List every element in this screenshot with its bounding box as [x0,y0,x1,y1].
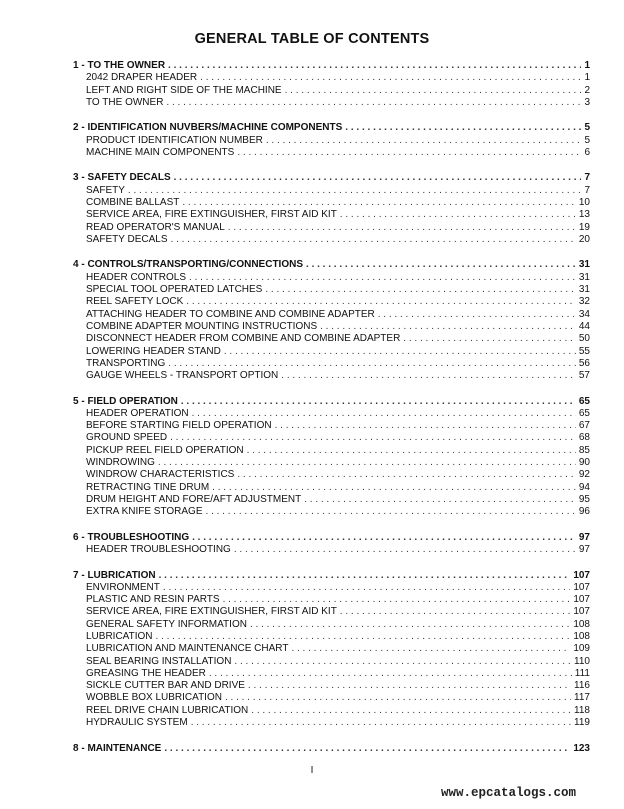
toc-entry[interactable] [73,309,590,321]
section-heading[interactable] [73,259,590,271]
dot-leader [340,606,571,618]
toc-entry[interactable] [73,420,590,432]
toc-entry-label: REEL DRIVE CHAIN LUBRICATION [86,704,249,716]
toc-entry-page-number: 92 [578,469,590,481]
toc-entry-label: EXTRA KNIFE STORAGE [86,506,203,518]
dot-leader [158,457,576,469]
toc-entry-page-number: 110 [574,655,590,667]
section-heading-label: 4 - CONTROLS/TRANSPORTING/CONNECTIONS [73,259,304,271]
section-heading-label: 6 - TROUBLESHOOTING [73,531,190,543]
toc-section [73,396,590,519]
dot-leader [192,532,576,544]
toc-entry-label: DRUM HEIGHT AND FORE/AFT ADJUSTMENT [86,493,302,505]
dot-leader [171,234,576,246]
dot-leader [168,358,576,370]
toc-entry-page-number: 13 [578,209,590,221]
dot-leader [247,445,576,457]
toc-entry[interactable] [73,506,590,518]
dot-leader [186,296,576,308]
toc-entry-label: MACHINE MAIN COMPONENTS [86,146,235,158]
toc-entry-label: PRODUCT IDENTIFICATION NUMBER [86,134,263,146]
dot-leader [156,631,571,643]
toc-entry-page-number: 85 [578,444,590,456]
table-of-contents [73,60,590,768]
toc-entry-label: GREASING THE HEADER [86,667,206,679]
dot-leader [159,570,571,582]
dot-leader [200,72,581,84]
toc-entry-label: LUBRICATION AND MAINTENANCE CHART [86,643,289,655]
section-heading-page-number: 123 [573,742,590,754]
toc-entry-label: COMBINE BALLAST [86,197,180,209]
dot-leader [174,172,582,184]
dot-leader [251,705,571,717]
dot-leader [223,594,571,606]
section-heading[interactable] [73,396,590,408]
dot-leader [228,222,576,234]
dot-leader [189,272,576,284]
toc-entry-page-number: 109 [573,643,590,655]
toc-entry-page-number: 7 [584,184,590,196]
dot-leader [248,680,571,692]
dot-leader [209,668,572,680]
dot-leader [181,396,576,408]
toc-entry-page-number: 117 [574,692,590,704]
toc-entry-page-number: 6 [584,146,590,158]
toc-entry[interactable] [73,85,590,97]
toc-entry[interactable] [73,346,590,358]
toc-entry-page-number: 10 [578,197,590,209]
toc-entry[interactable] [73,135,590,147]
dot-leader [163,582,570,594]
section-heading-page-number: 107 [573,569,590,581]
toc-entry-label: WINDROWING [86,457,155,469]
toc-entry-label: REEL SAFETY LOCK [86,296,184,308]
dot-leader [275,420,576,432]
toc-entry[interactable] [73,606,590,618]
dot-leader [304,494,576,506]
toc-entry-page-number: 107 [573,594,590,606]
toc-entry-page-number: 19 [578,221,590,233]
toc-entry[interactable] [73,680,590,692]
toc-entry[interactable] [73,656,590,668]
toc-entry-label: LEFT AND RIGHT SIDE OF THE MACHINE [86,84,282,96]
toc-entry-page-number: 67 [578,420,590,432]
toc-entry[interactable] [73,358,590,370]
dot-leader [378,309,576,321]
toc-entry-page-number: 31 [578,271,590,283]
toc-entry[interactable] [73,296,590,308]
toc-section [73,743,590,755]
toc-entry[interactable] [73,209,590,221]
section-heading-page-number: 31 [578,259,590,271]
toc-entry[interactable] [73,185,590,197]
toc-entry-page-number: 116 [574,680,590,692]
toc-entry-label: BEFORE STARTING FIELD OPERATION [86,420,272,432]
toc-entry[interactable] [73,234,590,246]
toc-entry-label: SPECIAL TOOL OPERATED LATCHES [86,284,263,296]
toc-entry[interactable] [73,432,590,444]
dot-leader [345,122,581,134]
toc-entry-label: LUBRICATION [86,631,153,642]
toc-entry-label: SEAL BEARING INSTALLATION [86,655,232,667]
toc-entry[interactable] [73,494,590,506]
section-heading-page-number: 5 [584,122,590,134]
toc-entry[interactable] [73,370,590,382]
dot-leader [182,197,576,209]
toc-entry[interactable] [73,643,590,655]
toc-section [73,122,590,159]
toc-entry-label: SICKLE CUTTER BAR AND DRIVE [86,680,245,692]
section-heading-page-number: 65 [578,395,590,407]
toc-entry-label: RETRACTING TINE DRUM [86,481,210,493]
toc-section [73,570,590,730]
toc-entry-label: ATTACHING HEADER TO COMBINE AND COMBINE ADAPTER [86,308,375,320]
toc-entry-label: WOBBLE BOX LUBRICATION [86,692,222,704]
toc-entry-page-number: 3 [584,96,590,108]
section-heading[interactable] [73,532,590,544]
toc-entry-page-number: 118 [574,704,590,716]
toc-entry-page-number: 34 [578,308,590,320]
dot-leader [212,482,576,494]
toc-entry-page-number: 5 [584,134,590,146]
toc-entry-label: COMBINE ADAPTER MOUNTING INSTRUCTIONS [86,320,318,332]
dot-leader [234,544,576,556]
toc-entry[interactable] [73,333,590,345]
section-heading-page-number: 1 [584,60,590,71]
section-heading[interactable] [73,743,590,755]
toc-entry-page-number: 108 [573,618,590,630]
document-title: GENERAL TABLE OF CONTENTS [194,31,430,47]
section-heading-label: 1 - TO THE OWNER [73,60,166,71]
toc-entry-page-number: 57 [578,370,590,382]
dot-leader [265,284,576,296]
toc-entry-label: ENVIRONMENT [86,581,160,593]
toc-entry-label: LOWERING HEADER STAND [86,345,221,357]
toc-entry-page-number: 95 [578,493,590,505]
dot-leader [128,185,582,197]
toc-entry-page-number: 44 [578,320,590,332]
toc-entry-label: TRANSPORTING [86,357,166,369]
toc-section [73,532,590,557]
toc-entry[interactable] [73,692,590,704]
section-heading[interactable] [73,570,590,582]
section-heading-page-number: 97 [578,531,590,543]
toc-entry-page-number: 20 [578,233,590,245]
toc-entry-label: SERVICE AREA, FIRE EXTINGUISHER, FIRST AID KIT [86,606,337,618]
dot-leader [266,135,582,147]
dot-leader [234,656,571,668]
toc-entry-page-number: 111 [574,667,590,679]
toc-section [73,172,590,246]
toc-entry-page-number: 107 [573,606,590,618]
toc-entry[interactable] [73,272,590,284]
toc-entry-page-number: 1 [584,72,590,84]
section-heading-page-number: 7 [584,172,590,184]
section-heading-label: 5 - FIELD OPERATION [73,395,178,407]
toc-entry[interactable] [73,544,590,556]
section-heading-label: 2 - IDENTIFICATION NUVBERS/MACHINE COMPONENTS [73,122,343,134]
toc-entry-label: HEADER CONTROLS [86,271,187,283]
toc-entry[interactable] [73,705,590,717]
toc-entry[interactable] [73,717,590,729]
dot-leader [224,346,576,358]
toc-entry-page-number: 108 [573,631,590,642]
dot-leader [166,97,581,109]
section-heading-label: 3 - SAFETY DECALS [73,172,171,184]
toc-entry[interactable] [73,582,590,594]
toc-entry-page-number: 55 [578,345,590,357]
toc-entry[interactable] [73,445,590,457]
dot-leader [170,432,576,444]
toc-entry[interactable] [73,594,590,606]
dot-leader [250,619,570,631]
toc-entry-label: DISCONNECT HEADER FROM COMBINE AND COMBINE ADAPTER [86,333,401,345]
toc-entry-label: SERVICE AREA, FIRE EXTINGUISHER, FIRST AID KIT [86,209,337,221]
dot-leader [285,85,582,97]
toc-entry-label: READ OPERATOR'S MANUAL [86,221,225,233]
toc-entry-page-number: 68 [578,432,590,444]
toc-entry-label: GROUND SPEED [86,432,168,444]
toc-section [73,60,590,109]
toc-entry[interactable] [73,457,590,469]
toc-entry-page-number: 2 [584,84,590,96]
dot-leader [237,469,576,481]
toc-entry-page-number: 31 [578,284,590,296]
toc-entry-page-number: 107 [573,581,590,593]
section-heading[interactable] [73,60,590,72]
toc-entry-label: HYDRAULIC SYSTEM [86,717,188,729]
dot-leader [340,209,576,221]
toc-entry-page-number: 90 [578,457,590,469]
toc-entry-label: HEADER TROUBLESHOOTING [86,544,231,556]
dot-leader [164,743,570,755]
dot-leader [281,370,576,382]
section-heading-label: 7 - LUBRICATION [73,569,156,581]
section-heading[interactable] [73,172,590,184]
toc-entry[interactable] [73,469,590,481]
toc-entry-label: 2042 DRAPER HEADER [86,72,198,84]
dot-leader [168,60,581,72]
toc-entry-label: WINDROW CHARACTERISTICS [86,469,235,481]
toc-entry[interactable] [73,619,590,631]
toc-entry[interactable] [73,482,590,494]
toc-section [73,259,590,382]
dot-leader [320,321,576,333]
toc-entry-label: PLASTIC AND RESIN PARTS [86,594,220,606]
toc-entry-label: GENERAL SAFETY INFORMATION [86,618,247,630]
toc-entry-page-number: 65 [578,407,590,419]
toc-entry-page-number: 32 [578,296,590,308]
dot-leader [291,643,570,655]
toc-entry[interactable] [73,72,590,84]
dot-leader [237,147,581,159]
toc-entry-label: SAFETY [86,184,125,196]
toc-entry-label: TO THE OWNER [86,96,164,108]
toc-entry[interactable] [73,97,590,109]
dot-leader [192,408,576,420]
dot-leader [206,506,576,518]
watermark: www.epcatalogs.com [440,786,576,800]
toc-entry[interactable] [73,222,590,234]
toc-entry[interactable] [73,668,590,680]
section-heading-label: 8 - MAINTENANCE [73,742,162,754]
toc-entry-label: HEADER OPERATION [86,407,189,419]
toc-entry-label: PICKUP REEL FIELD OPERATION [86,444,244,456]
toc-entry-page-number: 97 [578,544,590,556]
toc-entry-page-number: 96 [578,506,590,518]
toc-entry[interactable] [73,284,590,296]
toc-entry[interactable] [73,321,590,333]
toc-entry-label: SAFETY DECALS [86,233,168,245]
toc-entry[interactable] [73,147,590,159]
dot-leader [191,717,571,729]
toc-entry-page-number: 56 [578,357,590,369]
toc-entry[interactable] [73,631,590,643]
toc-entry[interactable] [73,197,590,209]
toc-entry-page-number: 119 [574,717,590,729]
toc-entry-page-number: 50 [578,333,590,345]
toc-entry-page-number: 94 [578,481,590,493]
dot-leader [225,692,571,704]
dot-leader [403,333,576,345]
section-heading[interactable] [73,122,590,134]
page-number: I [310,765,314,776]
toc-entry-label: GAUGE WHEELS - TRANSPORT OPTION [86,370,279,382]
dot-leader [306,259,576,271]
toc-entry[interactable] [73,408,590,420]
